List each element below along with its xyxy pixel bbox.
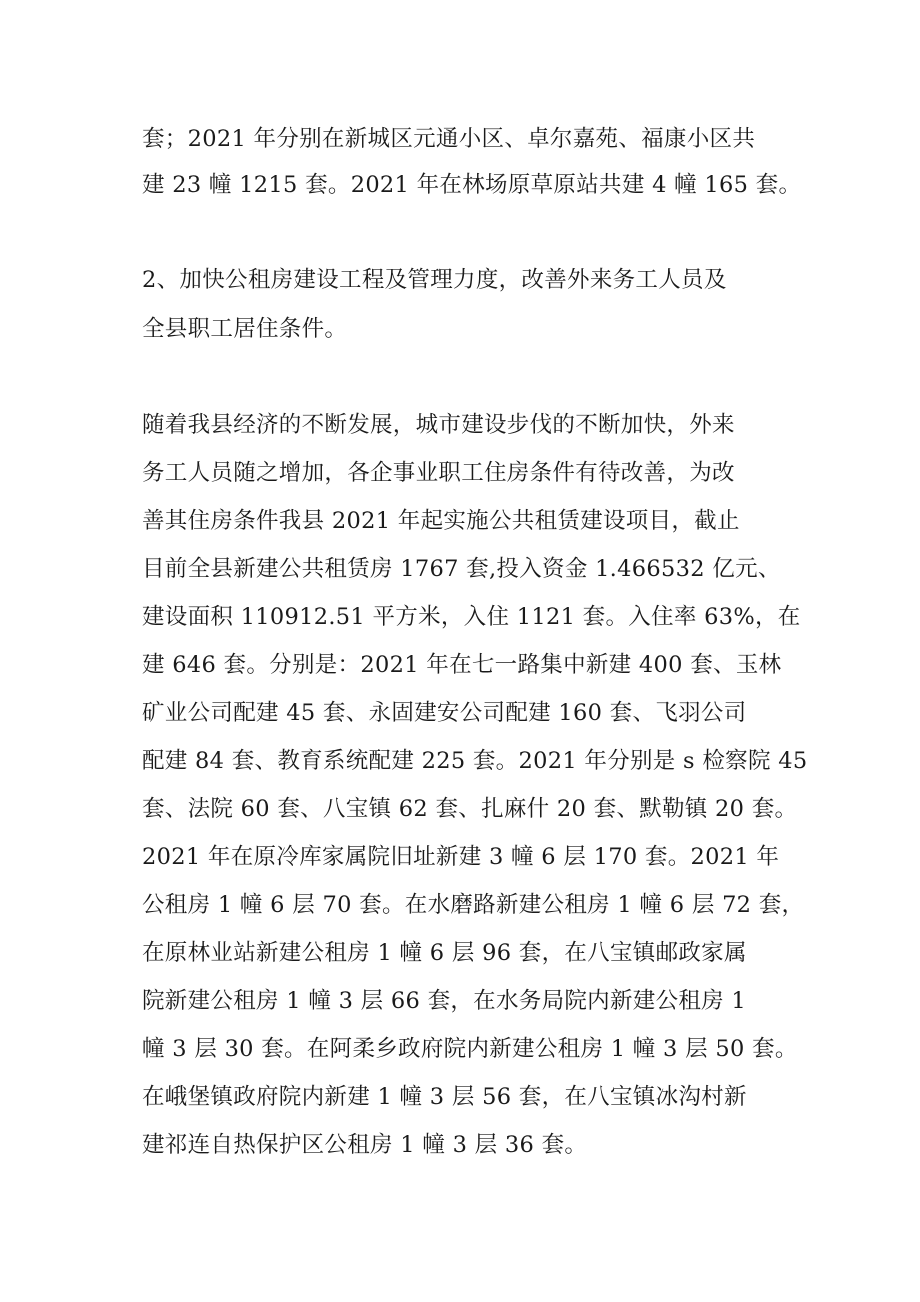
paragraph-3-line-6: 建 646 套。分别是：2021 年在七一路集中新建 400 套、玉林 — [142, 652, 782, 678]
paragraph-3-line-3: 善其住房条件我县 2021 年起实施公共租赁建设项目，截止 — [142, 508, 740, 534]
paragraph-2-line-1: 2、加快公租房建设工程及管理力度，改善外来务工人员及 — [142, 267, 727, 293]
paragraph-3-line-7: 矿业公司配建 45 套、永固建安公司配建 160 套、飞羽公司 — [142, 700, 747, 726]
paragraph-3-line-11: 公租房 1 幢 6 层 70 套。在水磨路新建公租房 1 幢 6 层 72 套， — [142, 892, 805, 918]
paragraph-1-line-1: 套；2021 年分别在新城区元通小区、卓尔嘉苑、福康小区共 — [142, 126, 756, 152]
paragraph-3-line-13: 院新建公租房 1 幢 3 层 66 套，在水务局院内新建公租房 1 — [142, 988, 747, 1014]
paragraph-1-line-2: 建 23 幢 1215 套。2021 年在林场原草原站共建 4 幢 165 套。 — [142, 172, 802, 198]
paragraph-3-line-15: 在峨堡镇政府院内新建 1 幢 3 层 56 套，在八宝镇冰沟村新 — [142, 1084, 747, 1110]
paragraph-3-line-9: 套、法院 60 套、八宝镇 62 套、扎麻什 20 套、默勒镇 20 套。 — [142, 796, 798, 822]
paragraph-3-line-12: 在原林业站新建公租房 1 幢 6 层 96 套，在八宝镇邮政家属 — [142, 940, 747, 966]
paragraph-3-line-1: 随着我县经济的不断发展，城市建设步伐的不断加快，外来 — [142, 412, 735, 438]
paragraph-3-line-14: 幢 3 层 30 套。在阿柔乡政府院内新建公租房 1 幢 3 层 50 套。 — [142, 1036, 798, 1062]
paragraph-3-line-2: 务工人员随之增加，各企事业职工住房条件有待改善，为改 — [142, 460, 735, 486]
paragraph-3-line-4: 目前全县新建公共租赁房 1767 套,投入资金 1.466532 亿元、 — [142, 556, 781, 582]
paragraph-3-line-10: 2021 年在原冷库家属院旧址新建 3 幢 6 层 170 套。2021 年 — [142, 844, 780, 870]
paragraph-2-line-2: 全县职工居住条件。 — [142, 316, 348, 342]
paragraph-3-line-8: 配建 84 套、教育系统配建 225 套。2021 年分别是 s 检察院 45 — [142, 748, 808, 774]
paragraph-3-line-5: 建设面积 110912.51 平方米，入住 1121 套。入住率 63%，在 — [142, 604, 801, 630]
paragraph-3-line-16: 建祁连自热保护区公租房 1 幢 3 层 36 套。 — [142, 1132, 588, 1158]
